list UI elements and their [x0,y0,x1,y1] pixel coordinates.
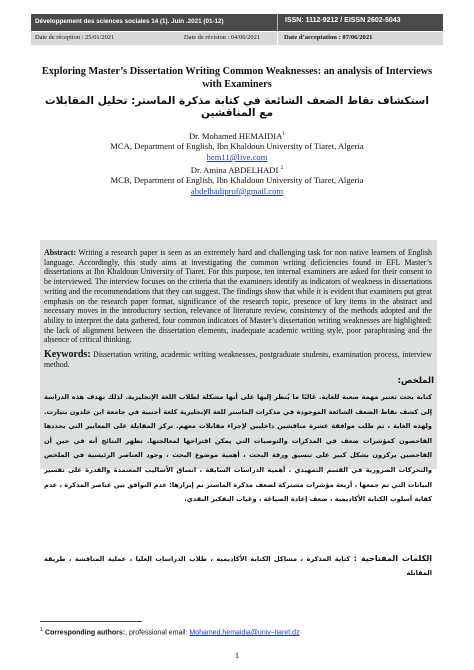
author-2-line [40,163,434,175]
author-1-email-link[interactable]: hem11@live.com [206,152,268,163]
author-1-name: Dr. Mohamed HEMAIDIA [188,130,283,141]
date-revised: Date de révision : 04/06/2021 [184,34,260,41]
page-number: 1 [234,650,240,660]
author-1-line [40,129,434,141]
authors-block [40,129,434,196]
title-arabic: استكشاف نقاط الضعف الشائعة في كتابة مذكرة الماستر: تحليل المقابلات مع المناقشين [45,95,429,119]
author-1-affiliation: MCA, Department of English, Ibn Khaldoun University of Tiaret, Algeria [110,141,364,152]
header-top-row [31,14,443,31]
author-2-affiliation: MCB, Department of English, Ibn Khaldoun University of Tiaret, Algeria [110,175,364,186]
footnote [40,627,300,636]
date-received: Date de réception : 25/01/2021 [35,34,115,41]
footnote-rule [40,621,142,622]
abstract-text: Writing a research paper is seen as an extremely hard and challenging task for non native learners of English language. Accordingly, this study aims at investigating the common writing deficiencies found in EFL Master’s dissertations at Ibn Khaldoun University of Tiaret. For this purpose, ten internal examiners are asked for their consent to be interviewed. The interview focuses on the criteria that the examiners identify as indicators of weakness in dissertations writing and the recommendations that they can suggest. The findings show that while it is evident that examiners put great emphasis on the research paper format, significance of the research topic, presence of key items in the abstract and necessary moves in the introductory section, relevance of literature review, consistency of the methods adopted and the ability to interpret the data gathered, four common indicators of Master’s dissertation writing weaknesses are highlighted: the lack of alignment between the dissertation elements, inadequate academic writing style, poor paraphrasing and the absence of critical thinking. [44,248,432,345]
keywords [44,350,432,369]
journal-name: Développement des sciences sociales 14 (1). Juin .2021 (01-12) [35,18,224,25]
footnote-email-link[interactable]: Mohamed.hemaidia@univ–tiaret.dz [189,629,300,637]
header-dates-row [31,31,443,45]
keywords-text: Dissertation writing, academic writing weaknesses, postgraduate students, examination process, interview method. [44,350,432,369]
footnote-label: Corresponding authors: [45,629,126,637]
author-2-sup: 2 [280,164,284,171]
author-1-sup: 1 [282,131,286,137]
arabic-keywords-label: الكلمات المفتاحية : [353,554,433,563]
journal-header [31,14,443,45]
footnote-marker: 1 [40,627,44,633]
author-2-name: Dr. Amina ABDELHADI [190,164,281,175]
arabic-keywords [44,552,432,580]
arabic-keywords-text: كتابة المذكرة ، مشاكل الكتابة الأكاديمية ، طلاب الدراسات العليا ، عملية المناقشة ، طريقة المقابلة [44,555,432,577]
author-2-email-link[interactable]: abdelhadiprof@gmail.com [190,185,284,196]
abstract-label: Abstract: [44,248,76,257]
keywords-label: Keywords: [44,349,91,360]
arabic-abstract-text: كتابة بحث تعتبر مهمة صعبة للغاية. غالبًا ما يُنظر إليها على أنها مشكلة لطلاب اللغة الإنجليزية. لذلك تهدف هذه الدراسة إلى كشف نقاط الضعف الشائعة الموجودة في مذكرات الماستر للغة الإنجليزية كلغة أجنبية في جامعة ابن خلدون بتيارت. ولهذه الغاية ، تم طلب موافقة عشرة مناقشين داخليين لإجراء مقابلات معهم. تركز المقابلة على المعايير التي يحددها الفاحصون كمؤشرات ضعف في المذكرات والتوصيات التي يمكن اقتراحها لمعالجتها. تظهر النتائج أنه في حين أن الفاحصين يركزون بشكل كبير على تنسيق ورقة البحث ، أهمية موضوع البحث ، وجود العناصر الرئيسية في الملخص والتحركات الضرورية في القسم التمهيدي ، أهمية الدراسات السابقة ، اتساق الأساليب المعتمدة والقدرة على تفسير البيانات التي تم جمعها ، أربعة مؤشرات مشتركة لضعف مذكرة الماستر تم إبرازها: عدم التوافق بين عناصر المذكرة ، عدم كفاية أسلوب الكتابة الأكاديمية ، ضعف إعادة الصياغة ، وغياب التفكير النقدي. [44,393,432,504]
footnote-middle: , professional email: [125,629,190,637]
abstract [44,248,432,345]
title-english: Exploring Master’s Dissertation Writing Common Weaknesses: an analysis of Interviews with Examiners [41,66,433,90]
arabic-abstract-label: الملخص: [397,376,434,386]
issn: ISSN: 1112-9212 / EISSN 2602-5043 [277,14,443,31]
date-accepted: Date d’acceptation : 07/06/2021 [277,32,443,45]
